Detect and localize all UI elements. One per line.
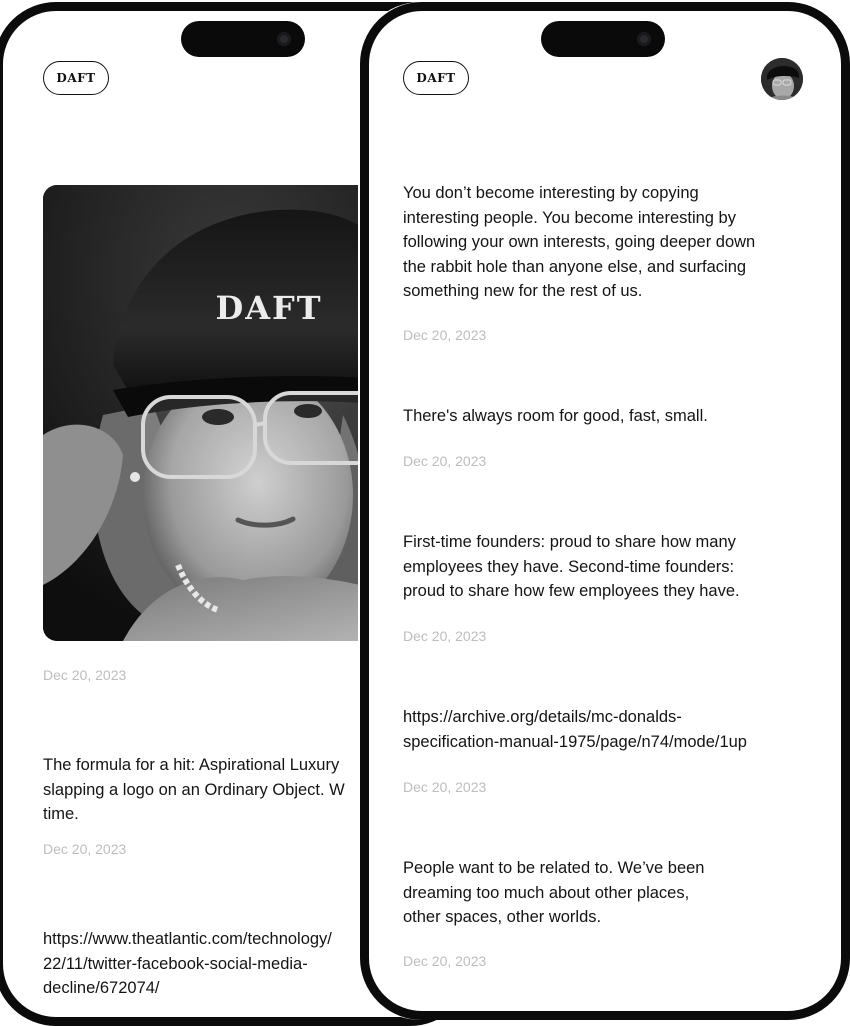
brand-logo-button[interactable]: DAFT <box>43 61 109 95</box>
post-date: Dec 20, 2023 <box>403 953 487 969</box>
phone-front <box>360 2 850 1020</box>
post-date: Dec 20, 2023 <box>403 779 487 795</box>
camera-icon <box>637 32 651 46</box>
post-text: People want to be related to. We’ve been dreaming too much about other places, other spaces, other worlds. <box>403 859 705 926</box>
post-text: You don’t become interesting by copying interesting people. You become interesting by following your own interests, going deeper down the rabbit hole than anyone else, and surfacing something new for the rest of us. <box>403 184 756 300</box>
dynamic-island <box>541 21 665 57</box>
avatar[interactable] <box>761 58 803 100</box>
post-date: Dec 20, 2023 <box>43 667 127 683</box>
post-link[interactable]: https://www.theatlantic.com/technology/ 22/11/twitter-facebook-social-media- decline/672074/ <box>43 930 332 997</box>
brand-logo-button[interactable]: DAFT <box>403 61 469 95</box>
avatar-image <box>761 58 803 100</box>
post-text: There's always room for good, fast, small. <box>403 407 708 425</box>
dynamic-island <box>181 21 305 57</box>
camera-icon <box>277 32 291 46</box>
post-date: Dec 20, 2023 <box>403 327 487 343</box>
post-date: Dec 20, 2023 <box>43 841 127 857</box>
post-date: Dec 20, 2023 <box>403 628 487 644</box>
post-text: The formula for a hit: Aspirational Luxury slapping a logo on an Ordinary Object. W time. <box>43 756 345 823</box>
post-text: First-time founders: proud to share how many employees they have. Second-time founders: proud to share how few employees they have. <box>403 533 740 600</box>
cap-logo-text: DAFT <box>215 289 323 327</box>
post-link[interactable]: https://archive.org/details/mc-donalds- specification-manual-1975/page/n74/mode/1up <box>403 708 747 751</box>
post-date: Dec 20, 2023 <box>403 453 487 469</box>
